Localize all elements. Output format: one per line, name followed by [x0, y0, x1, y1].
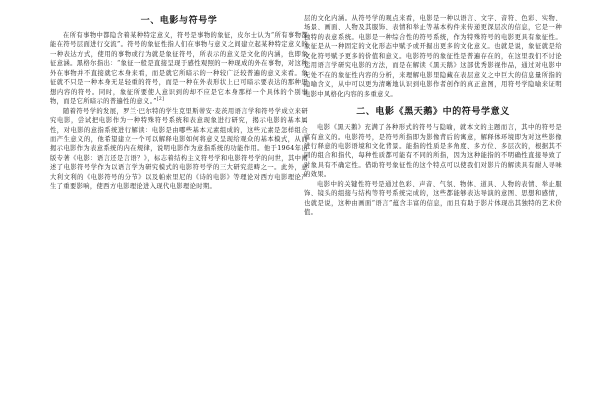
section-heading-1: 一、电影与符号学 — [140, 16, 218, 26]
left-column — [50, 14, 308, 192]
right-column — [304, 14, 562, 218]
right-paragraph-2 — [304, 123, 562, 180]
right-paragraph-3 — [304, 180, 562, 218]
left-paragraph-2-text: 随着符号学的发展，罗兰·巴尔特的学生克里斯蒂安·麦茨用语言学和符号学成立来研究电影，尝试把电影作为一种特殊符号系统和表意现象进行研究，揭示电影的基本属性，对电影的意指系统进行解读：电影是由哪些基本元素组成的，这些元素是怎样组合而产生意义的，他希望建立一个可以解释电影如何将意义呈现给观众的基本模式，从而揭示电影作为表意系统的内在规律，说明电影作为意指系统的功能作用。他于1964年出版专著《电影：语言还是言语？》，标志着结构主义符号学和电影符号学的问世，其中阐述了电影符号学作为以语言学为研究模式的电影符号学的三大研究范畴之一。此外，意大利文利的《电影符号的分节》以及帕索里尼的《诗的电影》等理论对西方电影理论产生了重要影响，使西方电影理论进入现代电影理论时期。 — [50, 107, 308, 191]
citation-marker: [2] — [156, 97, 165, 103]
left-paragraph-1 — [50, 31, 308, 107]
right-paragraph-1 — [304, 14, 562, 99]
right-paragraph-2-text: 电影《黑天鹅》充满了各种形式的符号与隐喻，就本文的主题而言，其中的符号是富有意义的。电影符号，是符号所指即为影像背后的寓意，解释体环境即为对这些影像进行释意的电影语境和文化背景。能指的性质是多角度、多方位、多层次的，根据其不同的组合和指代，每种性质都可能有不同的所指，因为这种能指的不明确性直接导致了对象具有不确定性。借助符号象征性的这个特点可以使我们对影片的解读具有耐人寻味的效果。 — [304, 124, 562, 179]
left-paragraph-2 — [50, 107, 308, 192]
section-heading-2: 二、电影《黑天鹅》中的符号学意义 — [356, 107, 510, 118]
right-paragraph-3-text: 电影中的关键性符号是通过色彩、声音、气氛、物体、道具、人物的表情、举止服饰、镜头的组接与结构等符号系统完成的，这些都能够表达导演的意图、思想和感情，也就是说，这种由画面“语言”蕴含丰富的信息，而且有助于影片体现出其独特的艺术价值。 — [304, 180, 562, 217]
right-paragraph-1-text: 层的文化内涵。从符号学的观点来看，电影是一种以语言、文字、音符、色彩、实物、场景、画面、人物及其服饰、表情和举止等基本构件来传递更深层次的信息，它是一种独特的表意系统。电影是一种综合性的符号系统，作为特殊符号的电影更具有象征性。象征是从一种固定的文化形态中赋予或开掘出更多的文化意义。也就是说，象征就是给文化符号赋予更多的价值和意义。电影符号的象征性是普遍存在的，在这里我们不讨论运用语言学研究电影的方法，而是在解读《黑天鹅》这部优秀影视作品，通过对电影中无处不在的象征性内容的分析，来理解电影里隐藏在表层意义之中巨大的信息量所指的隐喻含义，从中可以更为清晰地认识到电影作者创作的真正意图，用符号学隐喻来证明电影中风格化内容的多重意义。 — [304, 15, 562, 98]
left-paragraph-1-text: 在所有事物中都隐含着某种特定意义，符号是事物的象征，皮尔士认为“所有事物都能在符号层面进行交流”。符号的象征性指人们在事物与意义之间建立起某种特定意义的一种表达方式，使用的事物或行为就是象征符号，所表示的意义是文化的内涵，也即象征意涵。黑格尔指出：“象征一般是直接呈现于感性观照的一种现成的外在事物，对这种外在事物并不直接就它本身来看，而是就它所暗示的一种较广泛较普遍的意义来看。象征就不只是一种本身无足轻重的符号，而是一种在外表形状上已可暗示要表达的那种思想内容的符号。同时，象征所要使人意识到的却不应是它本身那样一个具体的个别事物，而是它所暗示的普遍性的意义。” — [50, 32, 308, 106]
